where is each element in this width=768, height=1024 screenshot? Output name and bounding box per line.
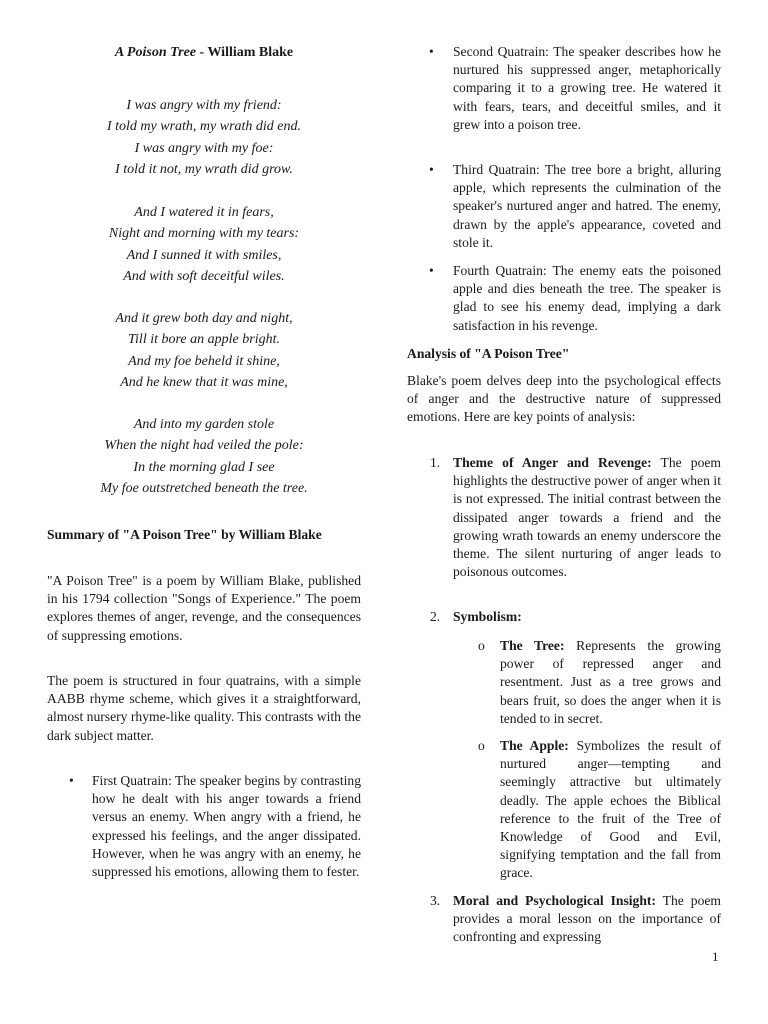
sub-item-tree <box>500 637 721 728</box>
poem-line: And I watered it in fears, <box>134 205 274 220</box>
poem-line: Night and morning with my tears: <box>108 226 300 242</box>
poem-author: William Blake <box>207 45 294 60</box>
poem-line: I told it not, my wrath did grow. <box>115 161 293 177</box>
bullet-second-quatrain: Second Quatrain: The speaker describes how he nurtured his suppressed anger, metaphorically comparing it to a growing tree. He watered it with fears, tears, and deceitful smiles, and it grew into a poison tree. <box>453 44 721 132</box>
poem-line: My foe outstretched beneath the tree. <box>100 480 308 496</box>
poem-line: And it grew both day and night, <box>115 311 293 326</box>
summary-paragraph-1: "A Poison Tree" is a poem by William Blake, published in his 1794 collection "Songs of Experience." The poem explores themes of anger, revenge, and the consequences of suppressing emotions. <box>47 573 361 643</box>
poem-line: I was angry with my friend: <box>126 98 282 113</box>
item-text: The poem provides a moral lesson on the importance of confronting and expressing <box>453 893 721 945</box>
poem-line: I was angry with my foe: <box>134 140 274 156</box>
item-label: Moral and Psychological Insight: <box>453 893 656 908</box>
stanza-3 <box>47 308 361 393</box>
analysis-item-moral-insight <box>453 892 721 947</box>
poem-line: In the morning glad I see <box>133 459 275 475</box>
item-number: 2. <box>430 609 441 624</box>
summary-heading: Summary of "A Poison Tree" by William Blake <box>47 527 322 542</box>
item-text: The poem highlights the destructive power of anger when it is not expressed. The initial contrast between the dissipated anger towards a friend and the growing wrath towards an enemy underscore the theme. The silent nurturing of anger leads to poisonous outcomes. <box>453 455 721 580</box>
poem-line: And he knew that it was mine, <box>120 374 288 390</box>
stanza-1 <box>47 95 361 180</box>
poem-line: And my foe beheld it shine, <box>128 353 280 369</box>
page-number: 1 <box>712 949 719 964</box>
bullet-symbol: • <box>69 773 74 788</box>
bullet-third-quatrain: Third Quatrain: The tree bore a bright, alluring apple, which represents the culmination of the speaker's nurtured anger and hatred. The enemy, drawn by the apple's appearance, coveted and stole it. <box>453 162 721 250</box>
item-number: 1. <box>430 455 441 470</box>
bullet-symbol: • <box>429 263 434 278</box>
sub-item-text: Represents the growing power of repressed anger and resentment. Just as a tree grows and bears fruit, so does the anger when it is tended to in secret. <box>500 638 721 726</box>
poem-title <box>47 44 361 62</box>
sub-bullet-symbol: o <box>478 738 485 753</box>
analysis-item-anger-revenge <box>453 454 721 581</box>
poem-line: When the night had veiled the pole: <box>104 438 304 454</box>
summary-paragraph-2: The poem is structured in four quatrains, with a simple AABB rhyme scheme, which gives it a straightforward, almost nursery rhyme-like quality. This contrasts with the dark subject matter. <box>47 673 361 743</box>
sub-item-label: The Tree: <box>500 638 565 653</box>
bullet-symbol: • <box>429 162 434 177</box>
item-label: Symbolism: <box>453 609 522 624</box>
analysis-item-symbolism <box>453 608 721 626</box>
poem-line: Till it bore an apple bright. <box>128 332 280 348</box>
analysis-heading: Analysis of "A Poison Tree" <box>407 346 570 361</box>
analysis-intro: Blake's poem delves deep into the psychological effects of anger and the destructive nature of suppressed emotions. Here are key points of analysis: <box>407 373 721 425</box>
sub-item-label: The Apple: <box>500 738 569 753</box>
bullet-first-quatrain: First Quatrain: The speaker begins by contrasting how he dealt with his anger towards a friend versus an enemy. When angry with a friend, he expressed his feelings, and the anger dissipated. However, when he was angry with an enemy, he suppressed his emotions, allowing them to fester. <box>92 773 361 880</box>
item-label: Theme of Anger and Revenge: <box>453 455 652 470</box>
poem-line: And into my garden stole <box>133 417 275 432</box>
stanza-4 <box>47 414 361 499</box>
item-number: 3. <box>430 893 441 908</box>
stanza-2 <box>47 202 361 287</box>
bullet-fourth-quatrain: Fourth Quatrain: The enemy eats the poisoned apple and dies beneath the tree. The speaker is glad to see his enemy dead, implying a dark satisfaction in his revenge. <box>453 263 721 333</box>
poem-title-separator: - <box>196 45 208 60</box>
poem-line: I told my wrath, my wrath did end. <box>106 119 302 135</box>
sub-bullet-symbol: o <box>478 638 485 653</box>
poem-title-name: A Poison Tree <box>114 45 197 60</box>
poem-line: And I sunned it with smiles, <box>126 247 282 263</box>
sub-item-apple <box>500 737 721 883</box>
sub-item-text: Symbolizes the result of nurtured anger—tempting and seemingly attractive but ultimately deadly. The apple echoes the Biblical reference to the fruit of the Tree of Knowledge of Good and Evil, signifying temptation and the fall from grace. <box>500 738 721 881</box>
bullet-symbol: • <box>429 44 434 59</box>
poem-line: And with soft deceitful wiles. <box>123 268 285 284</box>
